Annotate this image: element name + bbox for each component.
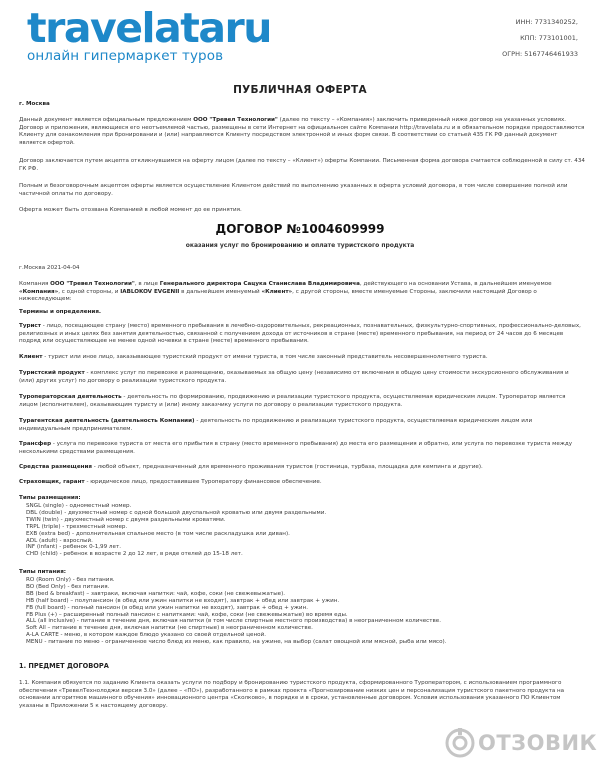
term-accommodation: Средства размещения - любой объект, предназначенный для временного проживания туристов (гостиница, турбаза, площадка для кемпинга и другие). <box>19 464 483 470</box>
list-item: BB (bed & breakfast) – завтраки, включая напитки: чай, кофе, соки (не свежевыжатые). <box>26 590 286 597</box>
contract-place-date: г.Москва 2021-04-04 <box>19 265 80 271</box>
offer-paragraph-2: Договор заключается путем акцепта откликнувшимся на оферту лицом (далее по тексту – «Клиент») оферты Компании. Письменная форма договора считается соблюденной в силу ст. 434 ГК РФ. <box>19 158 585 172</box>
logo-tagline: онлайн гипермаркет туров <box>27 48 224 64</box>
contract-subtitle: оказания услуг по бронированию и оплате туристского продукта <box>185 242 415 249</box>
meals-list <box>19 577 579 646</box>
list-item: FB Plus (+) – расширенный полный пансион с напитками: чай, кофе, соки (не свежевыжатые) во время еды. <box>26 611 348 618</box>
otzovik-logo-icon <box>445 728 475 758</box>
list-item: EXB (extra bed) - дополнительная спальное место (в том числе раскладушка или диван). <box>26 530 290 537</box>
list-item: RO (Room Only) - без питания. <box>26 577 115 583</box>
kpp-text: КПП: 773101001, <box>520 34 578 42</box>
list-item: TRPL (triple) - трехместный номер. <box>26 523 128 530</box>
list-item: INF (infant) - ребенок 0-1,99 лет. <box>26 544 121 551</box>
list-item: A-LA CARTE - меню, в котором каждое блюдо указано со своей отдельной ценой. <box>26 632 266 639</box>
terms-heading: Термины и определения. <box>19 309 102 315</box>
list-item: HB (half board) – полупансион (в обед или ужин напитки не входят), завтрак + обед или завтрак + ужин. <box>26 597 340 604</box>
offer-title: ПУБЛИЧНАЯ ОФЕРТА <box>233 84 367 96</box>
list-item: TWIN (twin) - двухместный номер с двумя раздельными кроватями. <box>26 516 226 523</box>
meals-heading: Типы питания: <box>19 569 67 575</box>
list-item: Soft All – питание в течение дня, включая напитки (не спиртные) в неограниченном количестве. <box>26 625 313 632</box>
section-1-paragraph: 1.1. Компания обязуется по заданию Клиента оказать услуги по подбору и бронированию туристского продукта, сформированного Туроператором, с использованием программного обеспечения «ТревелТехнолоджи версия 3.0» (далее – «ПО»), разработанного в рамках проекта «Прогнозирование низких цен и персонализация туристского пакетного продукта на основании алгоритмов машинного обучения» инновационного центра «Сколково», в порядке и в сроки, установленные договором. Условия использования указанного ПО Клиентом указаны в Приложении 5 к настоящему договору. <box>19 680 565 709</box>
section-1-heading: 1. ПРЕДМЕТ ДОГОВОРА <box>19 662 109 670</box>
offer-paragraph-1: Данный документ является официальным предложением ООО "Тревел Технологии" (далее по тексту – «Компания») заключить приведенный ниже договор на указанных условиях. Договор и приложения, являющиеся его неотъемлемой частью, размещены в сети Интернет на официальном сайте Компании http://travelata.ru и в обязательном порядке предоставляются Клиенту для ознакомления при бронировании и (или) направляются Клиенту посредством электронной и иных форм связи. В соответствии со статьей 435 ГК РФ данный документ является офертой. <box>19 117 585 146</box>
contract-title: ДОГОВОР №1004609999 <box>215 222 385 236</box>
term-product: Туристский продукт - комплекс услуг по перевозке и размещению, оказываемых за общую цену (независимо от включения в общую цену стоимости экскурсионного обслуживания и (или) других услуг) по договору о реализации туристского продукта. <box>19 370 569 384</box>
term-transfer: Трансфер - услуга по перевозке туриста от места его прибытия в страну (место временного пребывания) до места его размещения и обратно, или услуга по перевозке туриста между несколькими средствами размещения. <box>19 441 573 455</box>
list-item: SNGL (single) - одноместный номер. <box>26 503 132 509</box>
list-item: DBL (double) - двухместный номер с одной большой двуспальной кроватью или двумя раздельными. <box>26 509 327 516</box>
contract-parties-paragraph: Компания ООО "Тревел Технологии", в лице Генерального директора Сацука Станислава Владимировича, действующего на основании Устава, в дальнейшем именуемое «Компания», с одной стороны, и IABLOKOV EVGENII в дальнейшем именуемый «Клиент», с другой стороны, вместе именуемые Стороны, заключили настоящий Договор о нижеследующем: <box>19 281 552 303</box>
inn-text: ИНН: 7731340252, <box>515 18 578 26</box>
ogrn-text: ОГРН: 5167746461933 <box>502 50 578 58</box>
offer-paragraph-3: Полным и безоговорочным акцептом оферты является осуществление Клиентом действий по выполнению указанных в оферта условий договора, в том числе совершение полной или частичной оплаты по договору. <box>19 183 568 197</box>
term-insurer: Страховщик, гарант - юридическое лицо, предоставившее Туроператору финансовое обеспечение. <box>19 479 322 485</box>
list-item: ALL (all inclusive) - питание в течение дня, включая напитки (в том числе спиртные местного производства) в неограниченном количестве. <box>26 618 441 625</box>
offer-paragraph-4: Оферта может быть отозвана Компанией в любой момент до ее принятия. <box>19 207 242 213</box>
travelata-logo[interactable] <box>27 6 271 64</box>
term-agent: Турагентская деятельность (деятельность Компании) - деятельность по продвижению и реализации туристского продукта, осуществляемая юридическим лицом или индивидуальным предпринимателем. <box>19 418 533 432</box>
term-tourist: Турист - лицо, посещающее страну (место) временного пребывания в лечебно-оздоровительных, рекреационных, познавательных, физкультурно-спортивных, профессионально-деловых, религиозных и иных целях без занятия деятельностью, связанной с получением дохода от источников в стране (месте) временного пребывания, на период от 24 часов до 6 месяцев подряд или осуществляющее не менее одной ночевки в стране (месте) временного пребывания. <box>19 323 581 345</box>
list-item: ADL (adult) - взрослый. <box>26 537 93 544</box>
watermark-text: ОТЗОВИК <box>478 731 598 755</box>
rooms-heading: Типы размещения: <box>19 495 81 501</box>
rooms-list <box>19 503 579 558</box>
list-item: FB (full board) - полный пансион (в обед или ужин напитки не входят), завтрак + обед + ужин. <box>26 604 309 611</box>
list-item: BO (Bed Only) - без питания. <box>26 583 110 590</box>
term-operator: Туроператорская деятельность - деятельность по формированию, продвижению и реализации туристского продукта, осуществляемая юридическим лицом. Туроператор является лицом (исполнителем), оказывающим туристу и (или) иному заказчику услуги по договору о реализации туристского продукта. <box>19 394 566 408</box>
logo-wordmark: travelataru <box>27 4 271 52</box>
list-item: CHD (child) - ребенок в возрасте 2 до 12 лет, в ряде отелей до 15-18 лет. <box>26 551 243 558</box>
company-requisites <box>502 14 578 62</box>
term-client: Клиент - турист или иное лицо, заказывающее туристский продукт от имени туриста, в том числе законный представитель несовершеннолетнего туриста. <box>19 354 488 360</box>
offer-city: г. Москва <box>19 101 50 107</box>
list-item: MENU - питание по меню - ограниченное число блюд из меню, как правило, на ужине, на выбор (салат овощной или мясной, рыба или мясо). <box>26 639 447 646</box>
otzovik-watermark <box>445 728 597 758</box>
